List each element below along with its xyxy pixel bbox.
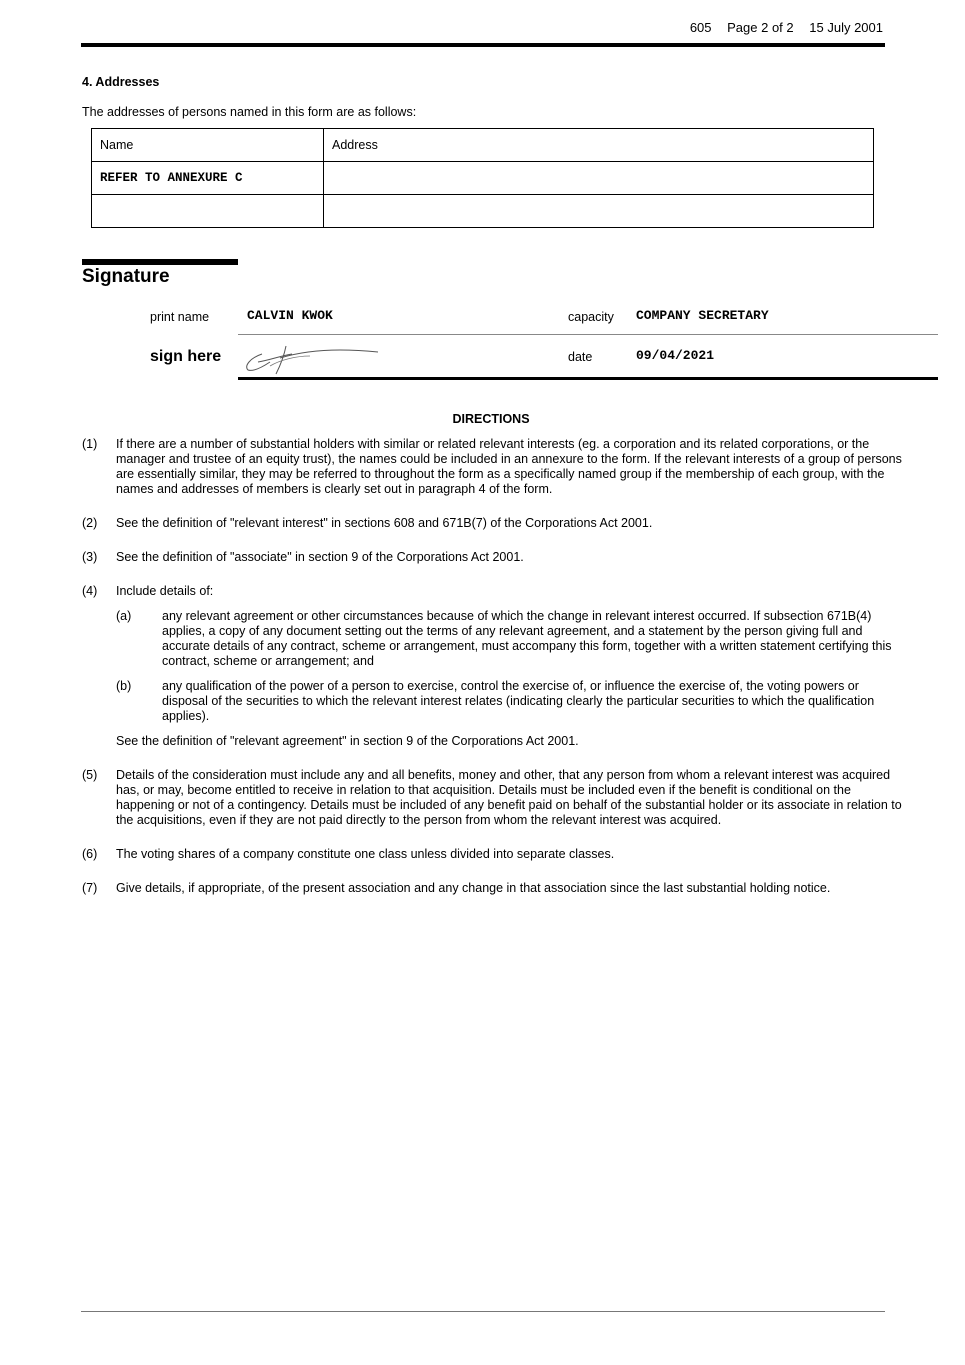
capacity-value: COMPANY SECRETARY bbox=[636, 308, 769, 323]
address-cell bbox=[324, 162, 874, 195]
sub-item-text: any relevant agreement or other circumstances because of which the change in relevant interest occurred. If subsection 671B(4) applies, a copy of any document setting out the terms of any relevant agreement, and a statement by the person giving full and accurate details of any contract, scheme or arrangement, must accompany this form, together with a written statement certifying this contract, scheme or arrangement; and bbox=[162, 609, 892, 668]
item-text: Details of the consideration must include any and all benefits, money and other, that any person from whom a relevant interest was acquired has, or may, become entitled to receive in relation to that acquisition. Details must be included even if the benefit is conditional on the happening or not of a contingency. Details must be included of any benefit paid on behalf of the substantial holder or its associate in relation to the acquisitions, even if they are not paid directly to the person from whom the relevant interest was acquired. bbox=[116, 768, 902, 827]
item-text: See the definition of "associate" in section 9 of the Corporations Act 2001. bbox=[116, 550, 524, 564]
column-header-name: Name bbox=[92, 129, 324, 162]
item-number: (1) bbox=[82, 437, 98, 451]
item-note: See the definition of "relevant agreement" in section 9 of the Corporations Act 2001. bbox=[116, 734, 579, 748]
item-number: (2) bbox=[82, 516, 98, 530]
item-number: (4) bbox=[82, 584, 98, 598]
print-name-value: CALVIN KWOK bbox=[247, 308, 333, 323]
item-text: The voting shares of a company constitute one class unless divided into separate classes. bbox=[116, 847, 615, 861]
address-cell bbox=[324, 195, 874, 228]
item-text: If there are a number of substantial holders with similar or related relevant interests (eg. a corporation and its related corporations, or the manager and trustee of an equity trust), the names could be included in an annexure to the form. If the relevant interests of a group of persons are essentially similar, they may be referred to throughout the form as a specifically named group if the membership of each group, with the names and addresses of members is clearly set out in paragraph 4 of the form. bbox=[116, 437, 902, 496]
print-name-label: print name bbox=[150, 310, 210, 324]
item-number: (6) bbox=[82, 847, 98, 861]
name-cell bbox=[92, 195, 324, 228]
sign-here-label: sign here bbox=[150, 348, 222, 365]
addresses-table bbox=[91, 128, 874, 228]
list-item bbox=[82, 584, 904, 749]
header-rule bbox=[81, 43, 885, 47]
signature-bar bbox=[82, 259, 238, 265]
item-text: Give details, if appropriate, of the present association and any change in that association since the last substantial holding notice. bbox=[116, 881, 831, 895]
list-item bbox=[82, 768, 904, 828]
form-number: 605 bbox=[689, 20, 712, 35]
list-item bbox=[82, 516, 904, 531]
list-item bbox=[82, 881, 904, 896]
item-number: (7) bbox=[82, 881, 98, 895]
item-text: See the definition of "relevant interest" in sections 608 and 671B(7) of the Corporations Act 2001. bbox=[116, 516, 653, 530]
page-number: Page 2 of 2 bbox=[727, 20, 794, 35]
sub-item-number: (a) bbox=[116, 609, 132, 623]
item-body bbox=[116, 584, 904, 749]
sub-item-text: any qualification of the power of a person to exercise, control the exercise of, or influence the exercise of, the voting powers or disposal of the securities to which the relevant interest relates (indicating clearly the particular securities to which the qualification applies). bbox=[162, 679, 875, 723]
sub-item bbox=[116, 609, 904, 669]
signature-bottom-rule bbox=[238, 377, 938, 380]
sub-item-number: (b) bbox=[116, 679, 132, 693]
item-text: Include details of: bbox=[116, 584, 214, 598]
table-row bbox=[92, 162, 874, 195]
item-number: (5) bbox=[82, 768, 98, 782]
signature-title: Signature bbox=[82, 266, 170, 287]
page-header bbox=[678, 20, 883, 35]
section-intro: The addresses of persons named in this form are as follows: bbox=[82, 105, 417, 119]
capacity-label: capacity bbox=[568, 310, 614, 324]
section-title: 4. Addresses bbox=[82, 75, 160, 89]
sub-item bbox=[116, 679, 904, 724]
item-number: (3) bbox=[82, 550, 98, 564]
date-value: 09/04/2021 bbox=[636, 348, 715, 363]
form-date: 15 July 2001 bbox=[809, 20, 883, 35]
table-row bbox=[92, 195, 874, 228]
list-item bbox=[82, 437, 904, 497]
footer-rule bbox=[81, 1311, 885, 1312]
table-header-row bbox=[92, 129, 874, 162]
name-cell: REFER TO ANNEXURE C bbox=[92, 162, 324, 195]
handwritten-signature bbox=[240, 336, 385, 376]
directions-title: DIRECTIONS bbox=[452, 412, 530, 426]
list-item bbox=[82, 847, 904, 862]
list-item bbox=[82, 550, 904, 565]
column-header-address: Address bbox=[324, 129, 874, 162]
signature-divider bbox=[238, 334, 938, 335]
directions-list bbox=[82, 437, 904, 915]
date-label: date bbox=[568, 350, 593, 364]
